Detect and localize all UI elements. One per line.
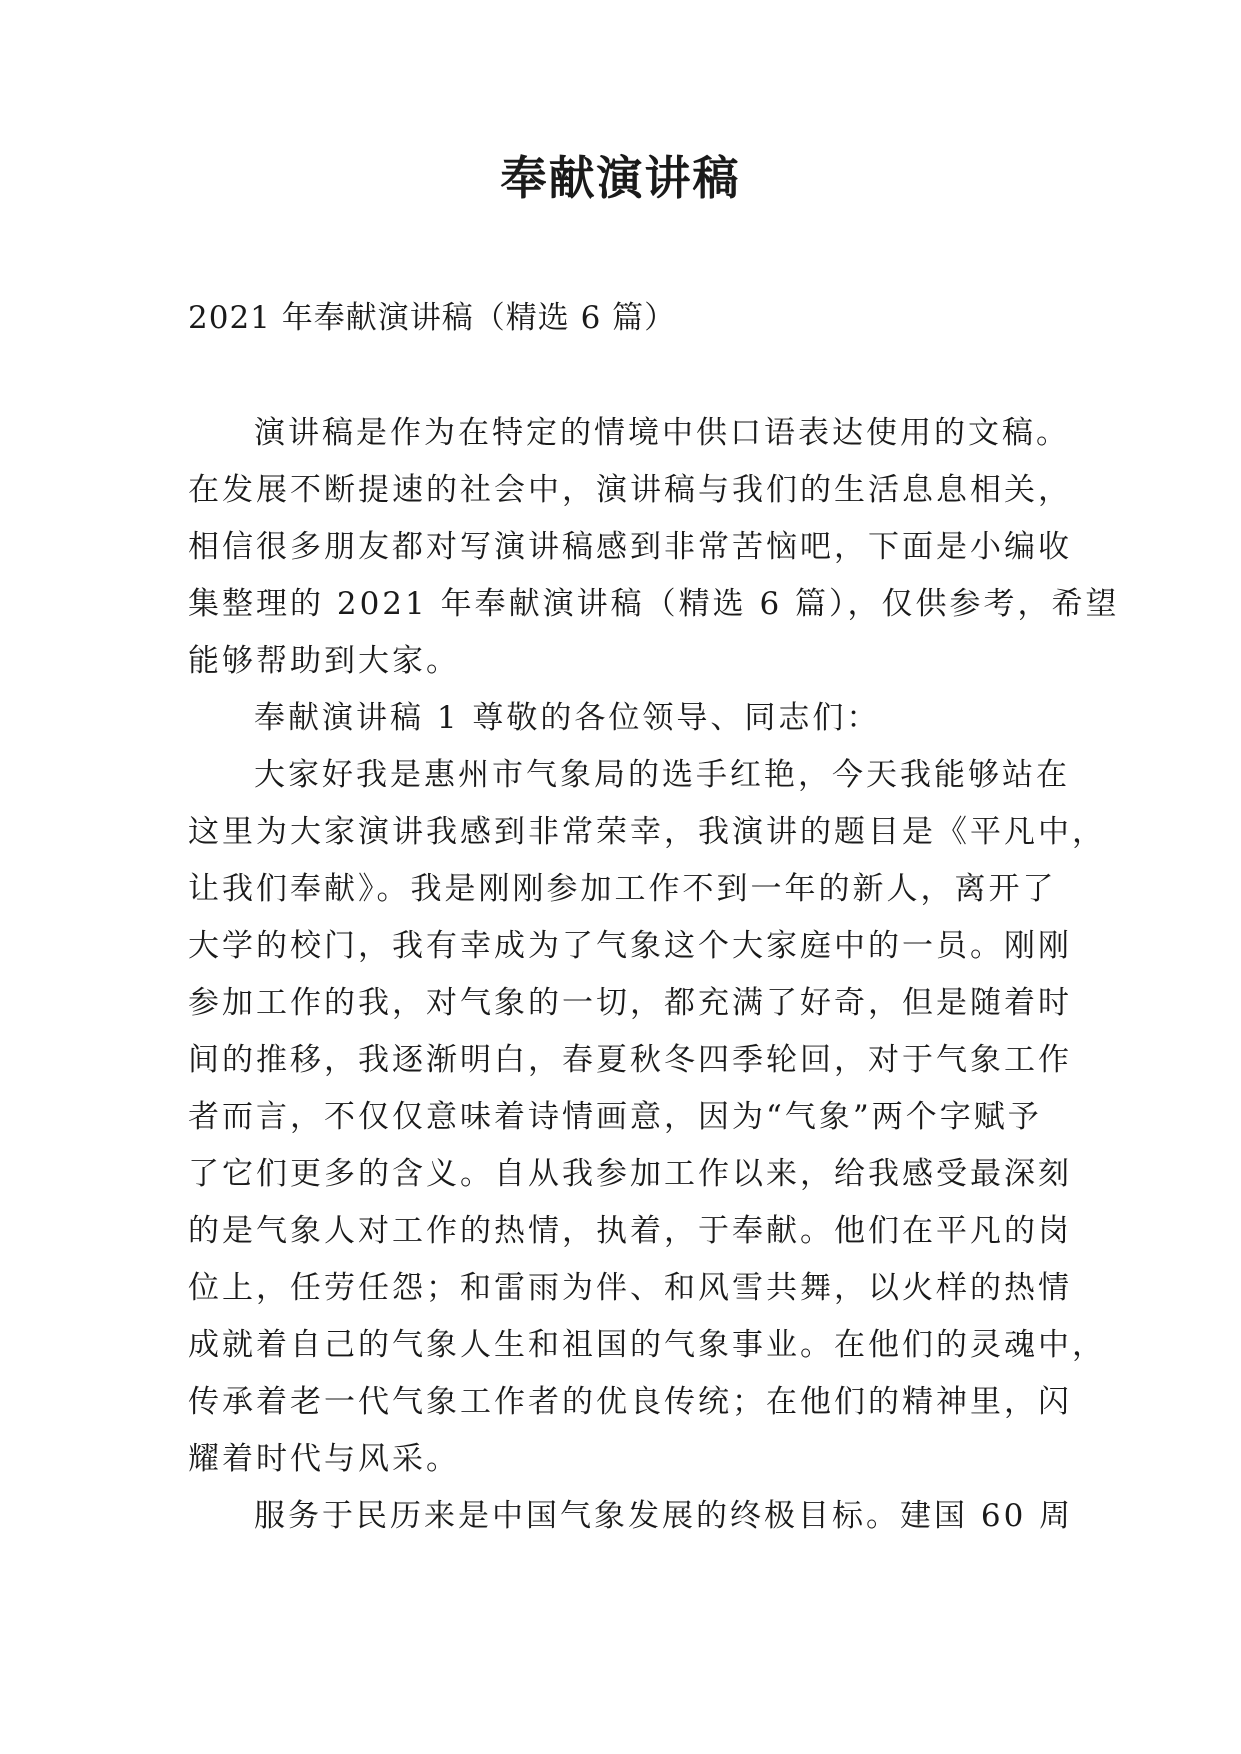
document-subtitle: 2021 年奉献演讲稿（精选 6 篇） (188, 300, 677, 336)
paragraph-line: 耀着时代与风采。 (188, 1441, 460, 1477)
paragraph-line: 让我们奉献》。我是刚刚参加工作不到一年的新人，离开了 (188, 871, 1057, 907)
paragraph-line: 演讲稿是作为在特定的情境中供口语表达使用的文稿。 (254, 415, 1070, 451)
document-body (188, 405, 1120, 1545)
paragraph-line: 间的推移，我逐渐明白，春夏秋冬四季轮回，对于气象工作 (188, 1042, 1072, 1078)
paragraph-line: 的是气象人对工作的热情，执着，于奉献。他们在平凡的岗 (188, 1213, 1072, 1249)
paragraph-line: 成就着自己的气象人生和祖国的气象事业。在他们的灵魂中， (188, 1327, 1106, 1363)
paragraph-line: 在发展不断提速的社会中，演讲稿与我们的生活息息相关， (188, 472, 1072, 508)
paragraph-line: 者而言，不仅仅意味着诗情画意，因为“气象”两个字赋予 (188, 1099, 1042, 1135)
paragraph-line: 大学的校门，我有幸成为了气象这个大家庭中的一员。刚刚 (188, 928, 1072, 964)
paragraph-line: 大家好我是惠州市气象局的选手红艳，今天我能够站在 (254, 757, 1070, 793)
paragraph-line: 集整理的 2021 年奉献演讲稿（精选 6 篇），仅供参考，希望 (188, 586, 1120, 622)
paragraph-line: 奉献演讲稿 1 尊敬的各位领导、同志们： (254, 700, 881, 736)
paragraph-line: 这里为大家演讲我感到非常荣幸，我演讲的题目是《平凡中， (188, 814, 1106, 850)
paragraph-line: 传承着老一代气象工作者的优良传统；在他们的精神里，闪 (188, 1384, 1072, 1420)
paragraph-line: 参加工作的我，对气象的一切，都充满了好奇，但是随着时 (188, 985, 1072, 1021)
paragraph-line: 能够帮助到大家。 (188, 643, 460, 679)
paragraph-line: 了它们更多的含义。自从我参加工作以来，给我感受最深刻 (188, 1156, 1072, 1192)
paragraph-line: 位上，任劳任怨；和雷雨为伴、和风雪共舞，以火样的热情 (188, 1270, 1072, 1306)
paragraph-line: 相信很多朋友都对写演讲稿感到非常苦恼吧，下面是小编收 (188, 529, 1072, 565)
document-title: 奉献演讲稿 (500, 151, 741, 205)
paragraph-line: 服务于民历来是中国气象发展的终极目标。建国 60 周 (254, 1498, 1074, 1534)
